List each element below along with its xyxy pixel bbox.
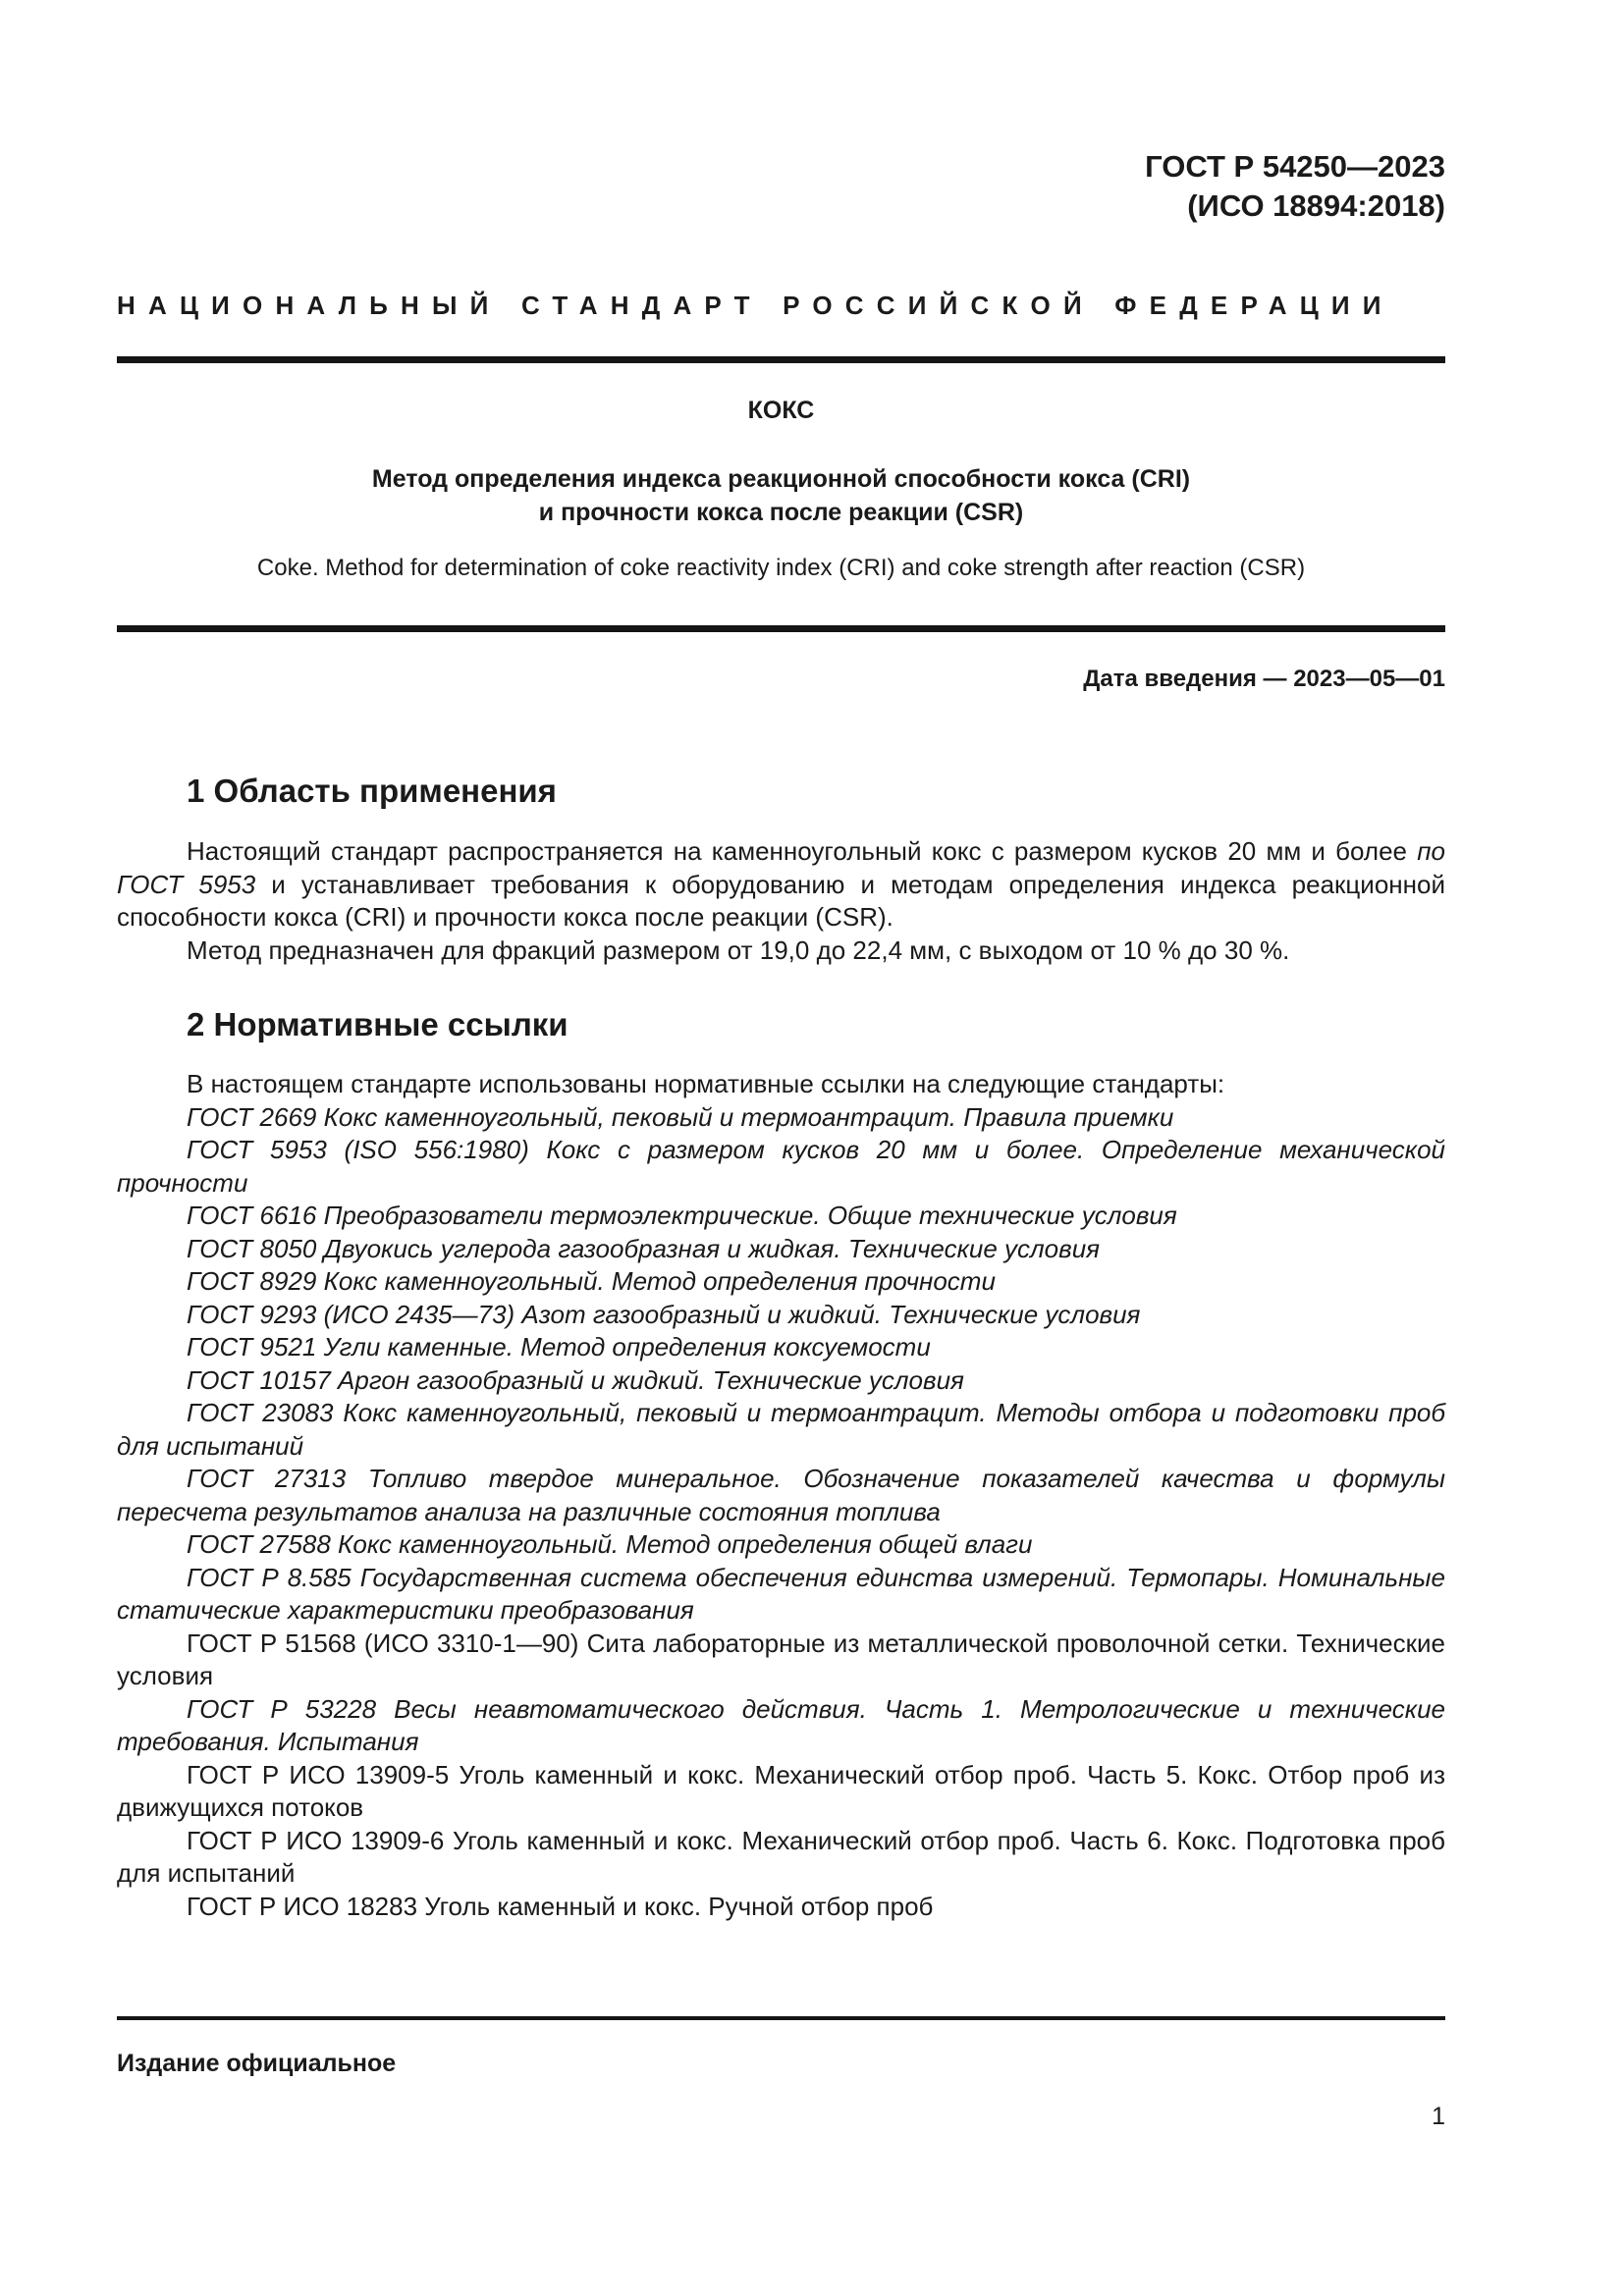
reference-item: ГОСТ 10157 Аргон газообразный и жидкий. Технические условия	[187, 1364, 964, 1395]
page-number: 1	[1432, 2103, 1445, 2130]
reference-item: ГОСТ 2669 Кокс каменноугольный, пековый и термоантрацит. Правила приемки	[187, 1101, 1174, 1132]
section-2-heading: 2 Нормативные ссылки	[187, 1006, 568, 1042]
reference-item: ГОСТ 5953 (ISO 556:1980) Кокс с размером кусков 20 мм и более. Определение механической прочности	[117, 1135, 1445, 1198]
reference-item: ГОСТ Р 51568 (ИСО 3310-1—90) Сита лабораторные из металлической проволочной сетки. Технические условия	[117, 1628, 1445, 1690]
reference-item: ГОСТ 6616 Преобразователи термоэлектрические. Общие технические условия	[187, 1201, 1177, 1230]
title-rule	[117, 625, 1445, 632]
footer-rule	[117, 2016, 1445, 2020]
reference-item: ГОСТ 27588 Кокс каменноугольный. Метод определения общей влаги	[187, 1529, 1033, 1559]
reference-item: ГОСТ Р 8.585 Государственная система обеспечения единства измерений. Термопары. Номинальные статические характеристики преобразования	[117, 1562, 1445, 1625]
reference-item: ГОСТ 27313 Топливо твердое минеральное. Обозначение показателей качества и формулы пересчета результатов анализа на различные состояния топлива	[117, 1464, 1445, 1526]
gost-number: ГОСТ Р 54250—2023	[1145, 149, 1445, 184]
reference-item: ГОСТ Р 53228 Весы неавтоматического действия. Часть 1. Метрологические и технические требования. Испытания	[117, 1693, 1445, 1756]
introduction-date: Дата введения — 2023—05—01	[1083, 666, 1445, 692]
reference-item: ГОСТ 8929 Кокс каменноугольный. Метод определения прочности	[187, 1266, 996, 1296]
subtitle-line-1: Метод определения индекса реакционной способности кокса (CRI)	[371, 465, 1191, 493]
scope-paragraph: Настоящий стандарт распространяется на каменноугольный кокс с размером кусков 20 мм и более по ГОСТ 5953 и устанавливает требования к оборудованию и методам определения индекса реакционной способности кокса (CRI) и прочности кокса после реакции (CSR).	[117, 836, 1445, 932]
reference-item: ГОСТ Р ИСО 13909-6 Уголь каменный и кокс. Механический отбор проб. Часть 6. Кокс. Подготовка проб для испытаний	[117, 1825, 1445, 1888]
national-standard-banner: НАЦИОНАЛЬНЫЙ СТАНДАРТ РОССИЙСКОЙ ФЕДЕРАЦИИ	[117, 291, 1394, 320]
header-rule	[117, 356, 1445, 363]
document-title: КОКС	[747, 397, 815, 424]
reference-item: ГОСТ 8050 Двуокись углерода газообразная и жидкая. Технические условия	[187, 1233, 1101, 1263]
reference-item: ГОСТ 23083 Кокс каменноугольный, пековый и термоантрацит. Методы отбора и подготовки проб для испытаний	[117, 1398, 1445, 1461]
method-paragraph: Метод предназначен для фракций размером от 19,0 до 22,4 мм, с выходом от 10 % до 30 %.	[187, 934, 1290, 965]
reference-item: ГОСТ Р ИСО 13909-5 Уголь каменный и кокс. Механический отбор проб. Часть 5. Кокс. Отбор проб из движущихся потоков	[117, 1759, 1445, 1822]
english-title: Coke. Method for determination of coke reactivity index (CRI) and coke strength after reaction (CSR)	[256, 555, 1306, 581]
reference-item: ГОСТ 9293 (ИСО 2435—73) Азот газообразный и жидкий. Технические условия	[187, 1299, 1141, 1329]
reference-item: ГОСТ Р ИСО 18283 Уголь каменный и кокс. Ручной отбор проб	[187, 1891, 934, 1921]
section-1-heading: 1 Область применения	[187, 773, 557, 809]
reference-item: ГОСТ 9521 Угли каменные. Метод определения коксуемости	[187, 1332, 931, 1362]
iso-number: (ИСО 18894:2018)	[1187, 188, 1445, 223]
subtitle-line-2: и прочности кокса после реакции (CSR)	[538, 499, 1024, 526]
document-subtitle	[117, 462, 1445, 529]
references-intro: В настоящем стандарте использованы нормативные ссылки на следующие стандарты:	[187, 1069, 1225, 1098]
standard-designation	[1145, 147, 1445, 226]
references-list	[117, 1101, 1445, 1924]
reference-link-gost-5953: по ГОСТ 5953	[117, 836, 1445, 899]
section-1-body	[117, 835, 1445, 967]
section-2-body	[117, 1068, 1445, 1923]
official-edition-label: Издание официальное	[117, 2050, 397, 2077]
